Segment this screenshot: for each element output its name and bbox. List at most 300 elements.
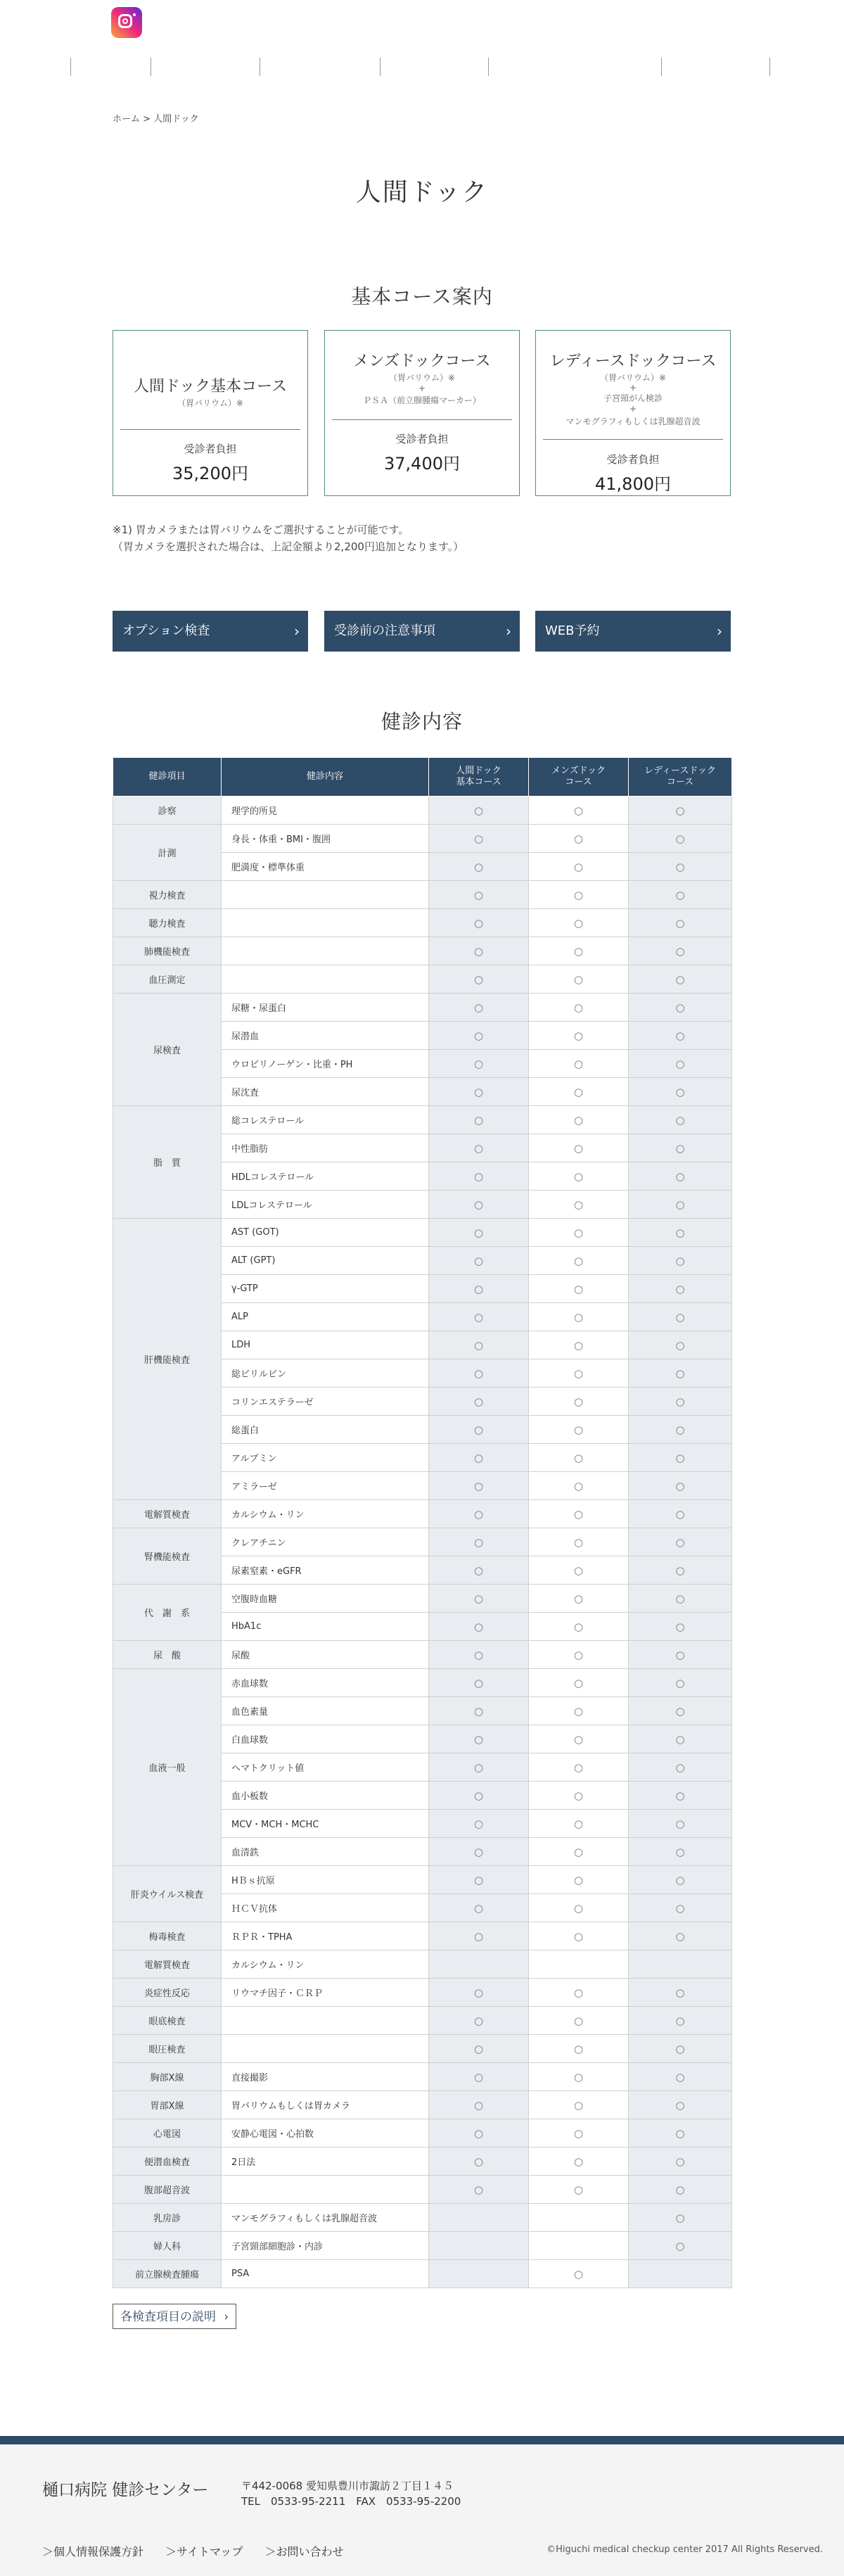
- mark-mens: ○: [529, 1500, 629, 1528]
- mark-ladies: ○: [629, 1641, 732, 1669]
- exam-content: ＲＰＲ・TPHA: [222, 1922, 429, 1950]
- mark-ladies: ○: [629, 1697, 732, 1725]
- exam-content: 肥満度・標準体重: [222, 853, 429, 881]
- table-row: [113, 2147, 732, 2176]
- course-sub-cervical: + 子宮頸がん検診 +: [603, 383, 663, 414]
- mark-basic: ○: [429, 1303, 529, 1331]
- exam-content: 胃バリウムもしくは胃カメラ: [222, 2091, 429, 2119]
- exam-category: 視力検査: [113, 881, 222, 909]
- mark-ladies: ○: [629, 2091, 732, 2119]
- precautions-button[interactable]: [324, 611, 520, 652]
- mark-mens: ○: [529, 1388, 629, 1416]
- mark-basic: ○: [429, 2147, 529, 2176]
- exam-content: [222, 965, 429, 994]
- mark-mens: ○: [529, 853, 629, 881]
- exam-section-title: 健診内容: [381, 710, 463, 733]
- course-burden-label: 受診者負担: [184, 443, 237, 455]
- footer-name: 樋口病院 健診センター: [42, 2481, 209, 2499]
- mark-mens: ○: [529, 1782, 629, 1810]
- footer-contact: [241, 2478, 461, 2509]
- table-row: [113, 2232, 732, 2260]
- exam-category: 腎機能検査: [113, 1528, 222, 1585]
- course-plus: +: [418, 383, 426, 393]
- mark-basic: ○: [429, 1838, 529, 1866]
- mark-basic: ○: [429, 1725, 529, 1753]
- course-name: メンズドックコース: [353, 353, 491, 370]
- mark-basic: ○: [429, 1022, 529, 1050]
- exam-content: 身長・体重・BMI・腹囲: [222, 825, 429, 853]
- mark-basic: ○: [429, 994, 529, 1022]
- exam-content: 総蛋白: [222, 1416, 429, 1444]
- exam-content: アミラーゼ: [222, 1472, 429, 1500]
- mark-mens: ○: [529, 1050, 629, 1078]
- exam-content: アルブミン: [222, 1444, 429, 1472]
- course-sub-psa: ＰＳＡ（前立腺腫瘍マーカー）: [363, 395, 481, 405]
- exam-category: 前立腺検査腫瘍: [113, 2260, 222, 2288]
- mark-mens: ○: [529, 1134, 629, 1162]
- mark-basic: ○: [429, 881, 529, 909]
- nav-item-1[interactable]: [71, 58, 151, 76]
- exam-content: 血色素量: [222, 1697, 429, 1725]
- instagram-icon[interactable]: [111, 7, 142, 38]
- table-row: [113, 2176, 732, 2204]
- mark-mens: ○: [529, 1810, 629, 1838]
- table-row: [113, 1641, 732, 1669]
- sitemap-link[interactable]: ＞サイトマップ: [165, 2545, 243, 2558]
- course-section-title: 基本コース案内: [351, 285, 493, 308]
- table-row: [113, 2091, 732, 2119]
- mark-basic: ○: [429, 1050, 529, 1078]
- exam-content: 2日法: [222, 2147, 429, 2176]
- mark-mens: ○: [529, 1275, 629, 1303]
- mark-ladies: ○: [629, 1078, 732, 1106]
- mark-basic: ○: [429, 1669, 529, 1697]
- mark-basic: ○: [429, 1388, 529, 1416]
- exam-category: 眼圧検査: [113, 2035, 222, 2063]
- mark-mens: ○: [529, 1838, 629, 1866]
- mark-mens: ○: [529, 1331, 629, 1359]
- mark-basic: ○: [429, 1922, 529, 1950]
- exam-category: 尿 酸: [113, 1641, 222, 1669]
- nav-item-6[interactable]: [662, 58, 769, 76]
- mark-mens: ○: [529, 1416, 629, 1444]
- mark-ladies: ○: [629, 1810, 732, 1838]
- mark-basic: ○: [429, 825, 529, 853]
- mark-mens: ○: [529, 1613, 629, 1641]
- mark-mens: ○: [529, 2260, 629, 2288]
- mark-ladies: ○: [629, 1331, 732, 1359]
- exam-category: 電解質検査: [113, 1950, 222, 1979]
- exam-content: コリンエステラーゼ: [222, 1388, 429, 1416]
- exam-category: 尿検査: [113, 994, 222, 1106]
- mark-ladies: ○: [629, 881, 732, 909]
- mark-ladies: ○: [629, 1022, 732, 1050]
- exam-category: 眼底検査: [113, 2007, 222, 2035]
- global-nav: [70, 58, 774, 76]
- exam-content: PSA: [222, 2260, 429, 2288]
- course-divider: [543, 439, 723, 440]
- mark-ladies: ○: [629, 1500, 732, 1528]
- mark-basic: ○: [429, 965, 529, 994]
- header-basic: 人間ドック 基本コース: [429, 758, 529, 797]
- mark-basic: ○: [429, 1191, 529, 1219]
- mark-ladies: ○: [629, 2007, 732, 2035]
- mark-mens: [529, 2232, 629, 2260]
- nav-item-3[interactable]: [260, 58, 380, 76]
- course-card-ladies: [535, 330, 731, 496]
- course-name: 人間ドック基本コース: [133, 378, 288, 395]
- exam-content: [222, 881, 429, 909]
- course-divider: [120, 429, 300, 430]
- table-row: [113, 1500, 732, 1528]
- mark-basic: ○: [429, 1472, 529, 1500]
- mark-basic: ○: [429, 2035, 529, 2063]
- mark-ladies: ○: [629, 2176, 732, 2204]
- exam-content: 空腹時血糖: [222, 1585, 429, 1613]
- mark-ladies: ○: [629, 2063, 732, 2091]
- mark-mens: ○: [529, 1894, 629, 1922]
- mark-ladies: ○: [629, 2147, 732, 2176]
- mark-mens: ○: [529, 2035, 629, 2063]
- option-exam-button[interactable]: [113, 611, 308, 652]
- mark-ladies: ○: [629, 1866, 732, 1894]
- exam-category: 脂 質: [113, 1106, 222, 1219]
- mark-mens: ○: [529, 881, 629, 909]
- mark-mens: ○: [529, 2147, 629, 2176]
- mark-basic: ○: [429, 1528, 529, 1556]
- mark-basic: ○: [429, 1979, 529, 2007]
- mark-ladies: ○: [629, 1247, 732, 1275]
- mark-basic: ○: [429, 2176, 529, 2204]
- exam-category: 診察: [113, 797, 222, 825]
- course-card-basic: [113, 330, 308, 496]
- mark-basic: ○: [429, 853, 529, 881]
- mark-mens: ○: [529, 2091, 629, 2119]
- mark-basic: ○: [429, 1866, 529, 1894]
- mark-ladies: ○: [629, 1838, 732, 1866]
- mark-mens: ○: [529, 2119, 629, 2147]
- course-price: 41,800円: [595, 474, 671, 494]
- mark-ladies: ○: [629, 1782, 732, 1810]
- copyright: ©Higuchi medical checkup center 2017 All Rights Reserved.: [546, 2544, 823, 2555]
- web-reservation-button[interactable]: [535, 611, 731, 652]
- table-row: [113, 797, 732, 825]
- mark-mens: ○: [529, 1472, 629, 1500]
- exam-content: 血小板数: [222, 1782, 429, 1810]
- mark-mens: ○: [529, 1725, 629, 1753]
- exam-content: マンモグラフィもしくは乳腺超音波: [222, 2204, 429, 2232]
- exam-category: 肝炎ウイルス検査: [113, 1866, 222, 1922]
- table-row: [113, 1106, 732, 1134]
- course-note: [113, 521, 463, 555]
- exam-category: 便潜血検査: [113, 2147, 222, 2176]
- exam-content: 尿酸: [222, 1641, 429, 1669]
- course-note-line: （胃カメラを選択された場合は、上記金額より2,200円追加となります。）: [113, 540, 464, 553]
- exam-category: 心電図: [113, 2119, 222, 2147]
- mark-ladies: ○: [629, 2119, 732, 2147]
- contact-link[interactable]: ＞お問い合わせ: [264, 2545, 344, 2558]
- exam-content: ウロビリノーゲン・比重・PH: [222, 1050, 429, 1078]
- exam-content: MCV・MCH・MCHC: [222, 1810, 429, 1838]
- mark-basic: ○: [429, 937, 529, 965]
- header-mens: メンズドック コース: [529, 758, 629, 797]
- table-row: [113, 2260, 732, 2288]
- course-sub: （胃バリウム）※: [389, 373, 455, 383]
- exam-content: [222, 2007, 429, 2035]
- mark-basic: ○: [429, 1359, 529, 1388]
- header-ladies: レディースドック コース: [629, 758, 732, 797]
- table-row: [113, 909, 732, 937]
- mark-ladies: [629, 1950, 732, 1979]
- mark-mens: ○: [529, 2007, 629, 2035]
- mark-ladies: ○: [629, 1613, 732, 1641]
- exam-content: HDLコレステロール: [222, 1162, 429, 1191]
- header-item: 健診項目: [113, 758, 222, 797]
- exam-category: 胃部X線: [113, 2091, 222, 2119]
- table-row: [113, 1866, 732, 1894]
- mark-ladies: ○: [629, 1106, 732, 1134]
- exam-content: ALP: [222, 1303, 429, 1331]
- exam-category: 血圧測定: [113, 965, 222, 994]
- exam-category: 腹部超音波: [113, 2176, 222, 2204]
- mark-mens: ○: [529, 1697, 629, 1725]
- table-row: [113, 1922, 732, 1950]
- mark-basic: ○: [429, 1641, 529, 1669]
- mark-basic: ○: [429, 1162, 529, 1191]
- mark-basic: ○: [429, 797, 529, 825]
- mark-mens: ○: [529, 1359, 629, 1388]
- table-row: [113, 1219, 732, 1247]
- chevron-right-icon: ›: [506, 623, 511, 640]
- breadcrumb-home[interactable]: ホーム: [113, 114, 141, 125]
- header-content: 健診内容: [222, 758, 429, 797]
- mark-basic: [429, 1950, 529, 1979]
- exam-explanation-link[interactable]: [113, 2304, 236, 2329]
- exam-category: 肺機能検査: [113, 937, 222, 965]
- exam-category: 肝機能検査: [113, 1219, 222, 1500]
- mark-mens: ○: [529, 1303, 629, 1331]
- exam-content: [222, 2176, 429, 2204]
- exam-category: 梅毒検査: [113, 1922, 222, 1950]
- page-title: 人間ドック: [355, 178, 489, 207]
- exam-content: AST (GOT): [222, 1219, 429, 1247]
- exam-content: HＢｓ抗原: [222, 1866, 429, 1894]
- mark-ladies: ○: [629, 1894, 732, 1922]
- exam-content: 理学的所見: [222, 797, 429, 825]
- mark-basic: ○: [429, 1810, 529, 1838]
- exam-table: [113, 757, 732, 2288]
- exam-content: 血清鉄: [222, 1838, 429, 1866]
- mark-ladies: ○: [629, 1303, 732, 1331]
- breadcrumb: [113, 111, 199, 125]
- mark-mens: ○: [529, 1106, 629, 1134]
- mark-ladies: ○: [629, 1472, 732, 1500]
- table-row: [113, 1585, 732, 1613]
- footer-links: [42, 2543, 362, 2559]
- mark-ladies: ○: [629, 994, 732, 1022]
- exam-content: HbA1c: [222, 1613, 429, 1641]
- precautions-label: 受診前の注意事項: [334, 623, 435, 638]
- exam-content: 総ビリルビン: [222, 1359, 429, 1388]
- exam-content: LDLコレステロール: [222, 1191, 429, 1219]
- mark-mens: ○: [529, 1556, 629, 1585]
- mark-ladies: ○: [629, 1134, 732, 1162]
- table-row: [113, 2007, 732, 2035]
- mark-ladies: ○: [629, 965, 732, 994]
- mark-mens: ○: [529, 937, 629, 965]
- table-row: [113, 965, 732, 994]
- exam-category: 代 謝 系: [113, 1585, 222, 1641]
- exam-table-header: [113, 758, 732, 797]
- course-divider: [332, 419, 512, 420]
- exam-content: 子宮頸部細胞診・内診: [222, 2232, 429, 2260]
- mark-mens: ○: [529, 1219, 629, 1247]
- mark-mens: ○: [529, 965, 629, 994]
- exam-category: 血液一般: [113, 1669, 222, 1866]
- exam-content: 尿素窒素・eGFR: [222, 1556, 429, 1585]
- mark-basic: ○: [429, 1782, 529, 1810]
- mark-mens: ○: [529, 1191, 629, 1219]
- mark-mens: ○: [529, 825, 629, 853]
- mark-ladies: ○: [629, 1979, 732, 2007]
- mark-mens: ○: [529, 1585, 629, 1613]
- mark-basic: ○: [429, 2119, 529, 2147]
- table-row: [113, 1979, 732, 2007]
- mark-mens: [529, 2204, 629, 2232]
- course-note-line: ※1) 胃カメラまたは胃バリウムをご選択することが可能です。: [113, 524, 409, 536]
- exam-category: 胸部X線: [113, 2063, 222, 2091]
- mark-basic: ○: [429, 1134, 529, 1162]
- exam-content: 尿沈査: [222, 1078, 429, 1106]
- mark-basic: ○: [429, 1247, 529, 1275]
- mark-ladies: ○: [629, 909, 732, 937]
- mark-mens: ○: [529, 2176, 629, 2204]
- exam-content: ＨＣＶ抗体: [222, 1894, 429, 1922]
- mark-ladies: ○: [629, 797, 732, 825]
- exam-category: 炎症性反応: [113, 1979, 222, 2007]
- exam-content: 安静心電図・心拍数: [222, 2119, 429, 2147]
- exam-content: 白血球数: [222, 1725, 429, 1753]
- table-row: [113, 1669, 732, 1697]
- option-exam-label: オプション検査: [122, 623, 210, 638]
- exam-content: LDH: [222, 1331, 429, 1359]
- mark-ladies: ○: [629, 1556, 732, 1585]
- mark-basic: ○: [429, 1275, 529, 1303]
- chevron-right-icon: ›: [224, 2310, 229, 2324]
- mark-basic: ○: [429, 1697, 529, 1725]
- mark-ladies: ○: [629, 1444, 732, 1472]
- exam-category: 婦人科: [113, 2232, 222, 2260]
- mark-ladies: ○: [629, 2232, 732, 2260]
- nav-item-2[interactable]: [151, 58, 259, 76]
- mark-mens: ○: [529, 2063, 629, 2091]
- mark-mens: ○: [529, 1866, 629, 1894]
- exam-category: 聴力検査: [113, 909, 222, 937]
- exam-content: クレアチニン: [222, 1528, 429, 1556]
- mark-basic: ○: [429, 1219, 529, 1247]
- privacy-policy-link[interactable]: ＞個人情報保護方針: [42, 2545, 144, 2558]
- mark-ladies: [629, 2260, 732, 2288]
- nav-item-4[interactable]: [381, 58, 488, 76]
- exam-content: カルシウム・リン: [222, 1500, 429, 1528]
- mark-basic: ○: [429, 1894, 529, 1922]
- mark-basic: ○: [429, 1106, 529, 1134]
- course-burden-label: 受診者負担: [395, 433, 449, 445]
- mark-mens: ○: [529, 1979, 629, 2007]
- breadcrumb-current: 人間ドック: [153, 114, 199, 125]
- footer-phone: TEL 0533-95-2211 FAX 0533-95-2200: [241, 2495, 461, 2508]
- mark-mens: ○: [529, 1528, 629, 1556]
- table-row: [113, 2119, 732, 2147]
- course-name: レディースドックコース: [549, 353, 717, 370]
- course-burden-label: 受診者負担: [606, 453, 660, 466]
- exam-content: γ-GTP: [222, 1275, 429, 1303]
- exam-content: 赤血球数: [222, 1669, 429, 1697]
- table-row: [113, 2063, 732, 2091]
- mark-basic: ○: [429, 1444, 529, 1472]
- footer-address: 〒442-0068 愛知県豊川市諏訪２丁目１４５: [241, 2480, 454, 2492]
- mark-basic: ○: [429, 2091, 529, 2119]
- mark-mens: ○: [529, 1078, 629, 1106]
- footer-bar: [0, 2436, 844, 2444]
- exam-content: [222, 937, 429, 965]
- exam-content: カルシウム・リン: [222, 1950, 429, 1979]
- nav-item-5[interactable]: [489, 58, 661, 76]
- mark-ladies: ○: [629, 1753, 732, 1782]
- mark-ladies: ○: [629, 1528, 732, 1556]
- exam-content: 尿潜血: [222, 1022, 429, 1050]
- mark-ladies: ○: [629, 1585, 732, 1613]
- mark-mens: ○: [529, 1022, 629, 1050]
- mark-ladies: ○: [629, 1669, 732, 1697]
- mark-ladies: ○: [629, 1191, 732, 1219]
- mark-mens: ○: [529, 1162, 629, 1191]
- course-sub: （胃バリウム）※: [600, 373, 666, 383]
- table-row: [113, 937, 732, 965]
- exam-content: [222, 2035, 429, 2063]
- mark-basic: ○: [429, 2063, 529, 2091]
- mark-ladies: ○: [629, 1359, 732, 1388]
- breadcrumb-separator: >: [143, 114, 151, 125]
- mark-basic: [429, 2232, 529, 2260]
- mark-basic: ○: [429, 1613, 529, 1641]
- mark-mens: ○: [529, 797, 629, 825]
- exam-category: 計測: [113, 825, 222, 881]
- table-row: [113, 2035, 732, 2063]
- table-row: [113, 881, 732, 909]
- chevron-right-icon: ›: [294, 623, 300, 640]
- exam-content: リウマチ因子・ＣＲＰ: [222, 1979, 429, 2007]
- mark-ladies: ○: [629, 937, 732, 965]
- table-row: [113, 1950, 732, 1979]
- mark-mens: ○: [529, 1922, 629, 1950]
- mark-basic: [429, 2204, 529, 2232]
- mark-basic: ○: [429, 909, 529, 937]
- course-sub-mammo: マンモグラフィもしくは乳腺超音波: [565, 417, 701, 426]
- exam-content: 尿糖・尿蛋白: [222, 994, 429, 1022]
- exam-content: ALT (GPT): [222, 1247, 429, 1275]
- mark-basic: [429, 2260, 529, 2288]
- mark-ladies: ○: [629, 1275, 732, 1303]
- mark-basic: ○: [429, 1556, 529, 1585]
- exam-content: 中性脂肪: [222, 1134, 429, 1162]
- mark-ladies: ○: [629, 1416, 732, 1444]
- exam-category: 電解質検査: [113, 1500, 222, 1528]
- exam-content: 総コレステロール: [222, 1106, 429, 1134]
- mark-ladies: ○: [629, 2204, 732, 2232]
- course-sub: （胃バリウム）※: [177, 398, 243, 408]
- mark-ladies: ○: [629, 1219, 732, 1247]
